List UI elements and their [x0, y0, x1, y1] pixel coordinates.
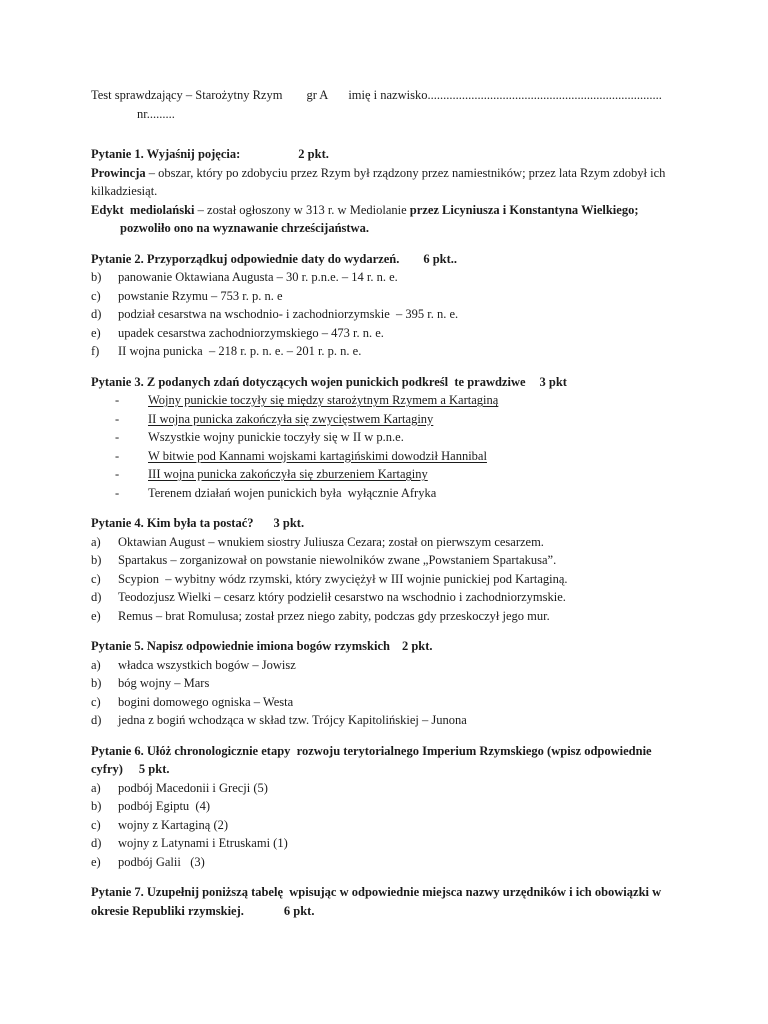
item-text: podział cesarstwa na wschodnio- i zachodniorzymskie – 395 r. n. e.: [118, 307, 459, 321]
question-2-heading: [91, 250, 681, 269]
list-marker: c): [91, 571, 101, 586]
item-text: powstanie Rzymu – 753 r. p. n. e: [118, 288, 283, 303]
question-7-heading: [91, 883, 681, 920]
question-points: 2 pkt.: [401, 639, 433, 653]
question-points: 2 pkt.: [298, 147, 329, 161]
question-6-heading: [91, 742, 681, 779]
list-item: [91, 674, 681, 693]
list-marker: d): [91, 307, 102, 321]
item-text: bóg wojny – Mars: [118, 676, 210, 690]
list-item: [91, 816, 681, 835]
statement-item: [91, 447, 681, 466]
list-marker: b): [91, 270, 102, 284]
list-marker: -: [115, 448, 120, 463]
item-text: podbój Egiptu (4): [118, 799, 211, 813]
statement-item: [91, 428, 681, 447]
list-item: [91, 797, 681, 816]
list-marker: -: [115, 430, 120, 444]
question-5-heading: [91, 637, 681, 656]
text-run: Edykt mediolański: [91, 202, 198, 217]
list-marker: a): [91, 780, 101, 795]
question-heading-text: Pytanie 2. Przyporządkuj odpowiednie daty do wydarzeń.: [91, 251, 400, 266]
list-marker: e): [91, 325, 101, 340]
list-marker: a): [91, 657, 101, 672]
item-text: Wszystkie wojny punickie toczyły się w II w p.n.e.: [148, 430, 404, 444]
paragraph: [91, 164, 681, 201]
list-item: [91, 287, 681, 306]
text-run: pozwoliło ono na wyznawanie chrześcijaństwa.: [120, 221, 369, 235]
statement-item: [91, 484, 681, 503]
list-marker: b): [91, 799, 102, 813]
question-points: 3 pkt.: [273, 516, 305, 530]
list-item: [91, 588, 681, 607]
list-item: [91, 342, 681, 361]
question-heading-text: Pytanie 7. Uzupełnij poniższą tabelę wpisując w odpowiednie miejsca nazwy urzędników i ich obowiązki w okresie Republiki rzymskiej.: [91, 885, 662, 918]
list-marker: b): [91, 676, 102, 690]
item-text: Spartakus – zorganizował on powstanie niewolników zwane „Powstaniem Spartakusa”.: [118, 553, 557, 567]
list-marker: c): [91, 817, 101, 832]
statement-item: [91, 391, 681, 410]
underlined-statement: W bitwie pod Kannami wojskami kartagińskimi dowodził Hannibal: [148, 448, 487, 463]
item-text: upadek cesarstwa zachodniorzymskiego – 473 r. n. e.: [118, 325, 384, 340]
list-marker: a): [91, 534, 101, 549]
paragraph: [91, 219, 681, 238]
item-text: II wojna punicka – 218 r. p. n. e. – 201 r. p. n. e.: [118, 344, 362, 358]
group-label: gr A: [306, 88, 329, 102]
question-points: 6 pkt..: [423, 251, 458, 266]
question-6: [91, 742, 681, 872]
item-text: Remus – brat Romulusa; został przez niego zabity, podczas gdy przeskoczył jego mur.: [118, 608, 550, 623]
underlined-statement: III wojna punicka zakończyła się zburzeniem Kartaginy: [148, 467, 428, 481]
item-text: Oktawian August – wnukiem siostry Juliusza Cezara; został on pierwszym cesarzem.: [118, 534, 544, 549]
list-item: [91, 853, 681, 872]
list-marker: -: [115, 485, 120, 500]
item-text: Terenem działań wojen punickich była wyłącznie Afryka: [148, 485, 437, 500]
list-marker: -: [115, 411, 120, 426]
list-item: [91, 305, 681, 324]
text-run: – obszar, który po zdobyciu przez Rzym był rządzony przez namiestników; przez lata Rzym zdobył ich kilkadziesiąt.: [91, 165, 666, 198]
question-heading-text: Pytanie 1. Wyjaśnij pojęcia:: [91, 147, 241, 161]
item-text: wojny z Kartaginą (2): [118, 817, 229, 832]
statement-item: [91, 465, 681, 484]
question-3-heading: [91, 373, 681, 392]
list-marker: c): [91, 288, 101, 303]
header-line-1: [91, 86, 681, 105]
text-run: przez Licyniusza i Konstantyna Wielkiego;: [409, 202, 639, 217]
list-marker: e): [91, 854, 101, 869]
item-text: panowanie Oktawiana Augusta – 30 r. p.n.e. – 14 r. n. e.: [118, 270, 398, 284]
list-marker: -: [115, 393, 120, 407]
number-fill-in-field: nr.........: [137, 106, 175, 121]
list-item: [91, 711, 681, 730]
list-marker: c): [91, 694, 101, 709]
item-text: podbój Macedonii i Grecji (5): [118, 780, 268, 795]
list-marker: e): [91, 608, 101, 623]
question-3: [91, 373, 681, 503]
document-header: [91, 86, 681, 123]
list-item: [91, 779, 681, 798]
item-text: podbój Galii (3): [118, 854, 205, 869]
text-run: – został ogłoszony w 313 r. w Mediolanie: [197, 202, 410, 217]
list-marker: f): [91, 344, 100, 358]
question-heading-text: Pytanie 5. Napisz odpowiednie imiona bogów rzymskich: [91, 639, 390, 653]
question-heading-text: Pytanie 4. Kim była ta postać?: [91, 516, 254, 530]
list-item: [91, 551, 681, 570]
item-text: Scypion – wybitny wódz rzymski, który zwyciężył w III wojnie punickiej pod Kartaginą.: [118, 571, 568, 586]
text-run: Prowincja: [91, 165, 149, 180]
list-marker: d): [91, 590, 102, 604]
statement-item: [91, 410, 681, 429]
question-points: 6 pkt.: [283, 903, 315, 918]
item-text: władca wszystkich bogów – Jowisz: [118, 657, 296, 672]
list-item: [91, 570, 681, 589]
paragraph: [91, 201, 681, 220]
question-1-heading: [91, 145, 681, 164]
list-marker: -: [115, 467, 120, 481]
list-item: [91, 656, 681, 675]
item-text: jedna z bogiń wchodząca w skład tzw. Trójcy Kapitolińskiej – Junona: [118, 713, 467, 727]
list-item: [91, 693, 681, 712]
question-4: [91, 514, 681, 625]
question-5: [91, 637, 681, 730]
list-marker: b): [91, 553, 102, 567]
list-marker: d): [91, 713, 102, 727]
question-heading-text: Pytanie 6. Ułóż chronologicznie etapy rozwoju terytorialnego Imperium Rzymskiego (wpisz odpowiednie cyfry): [91, 743, 652, 776]
question-points: 5 pkt.: [138, 762, 170, 776]
question-points: 3 pkt: [539, 374, 567, 389]
item-text: bogini domowego ogniska – Westa: [118, 694, 294, 709]
question-heading-text: Pytanie 3. Z podanych zdań dotyczących wojen punickich podkreśl te prawdziwe: [91, 374, 526, 389]
document-content: [91, 86, 681, 920]
test-title: Test sprawdzający – Starożytny Rzym: [91, 88, 283, 102]
list-item: [91, 607, 681, 626]
question-2: [91, 250, 681, 361]
underlined-statement: II wojna punicka zakończyła się zwycięstwem Kartaginy: [148, 411, 434, 426]
list-marker: d): [91, 836, 102, 850]
list-item: [91, 834, 681, 853]
question-7: [91, 883, 681, 920]
underlined-statement: Wojny punickie toczyły się między starożytnym Rzymem a Kartaginą: [148, 393, 499, 407]
item-text: Teodozjusz Wielki – cesarz który podzielił cesarstwo na wschodnio i zachodniorzymskie.: [118, 590, 566, 604]
name-fill-in-field: imię i nazwisko...........................................................................: [348, 88, 662, 102]
questions: [91, 145, 681, 920]
list-item: [91, 533, 681, 552]
list-item: [91, 268, 681, 287]
item-text: wojny z Latynami i Etruskami (1): [118, 836, 288, 850]
question-4-heading: [91, 514, 681, 533]
list-item: [91, 324, 681, 343]
question-1: [91, 145, 681, 238]
